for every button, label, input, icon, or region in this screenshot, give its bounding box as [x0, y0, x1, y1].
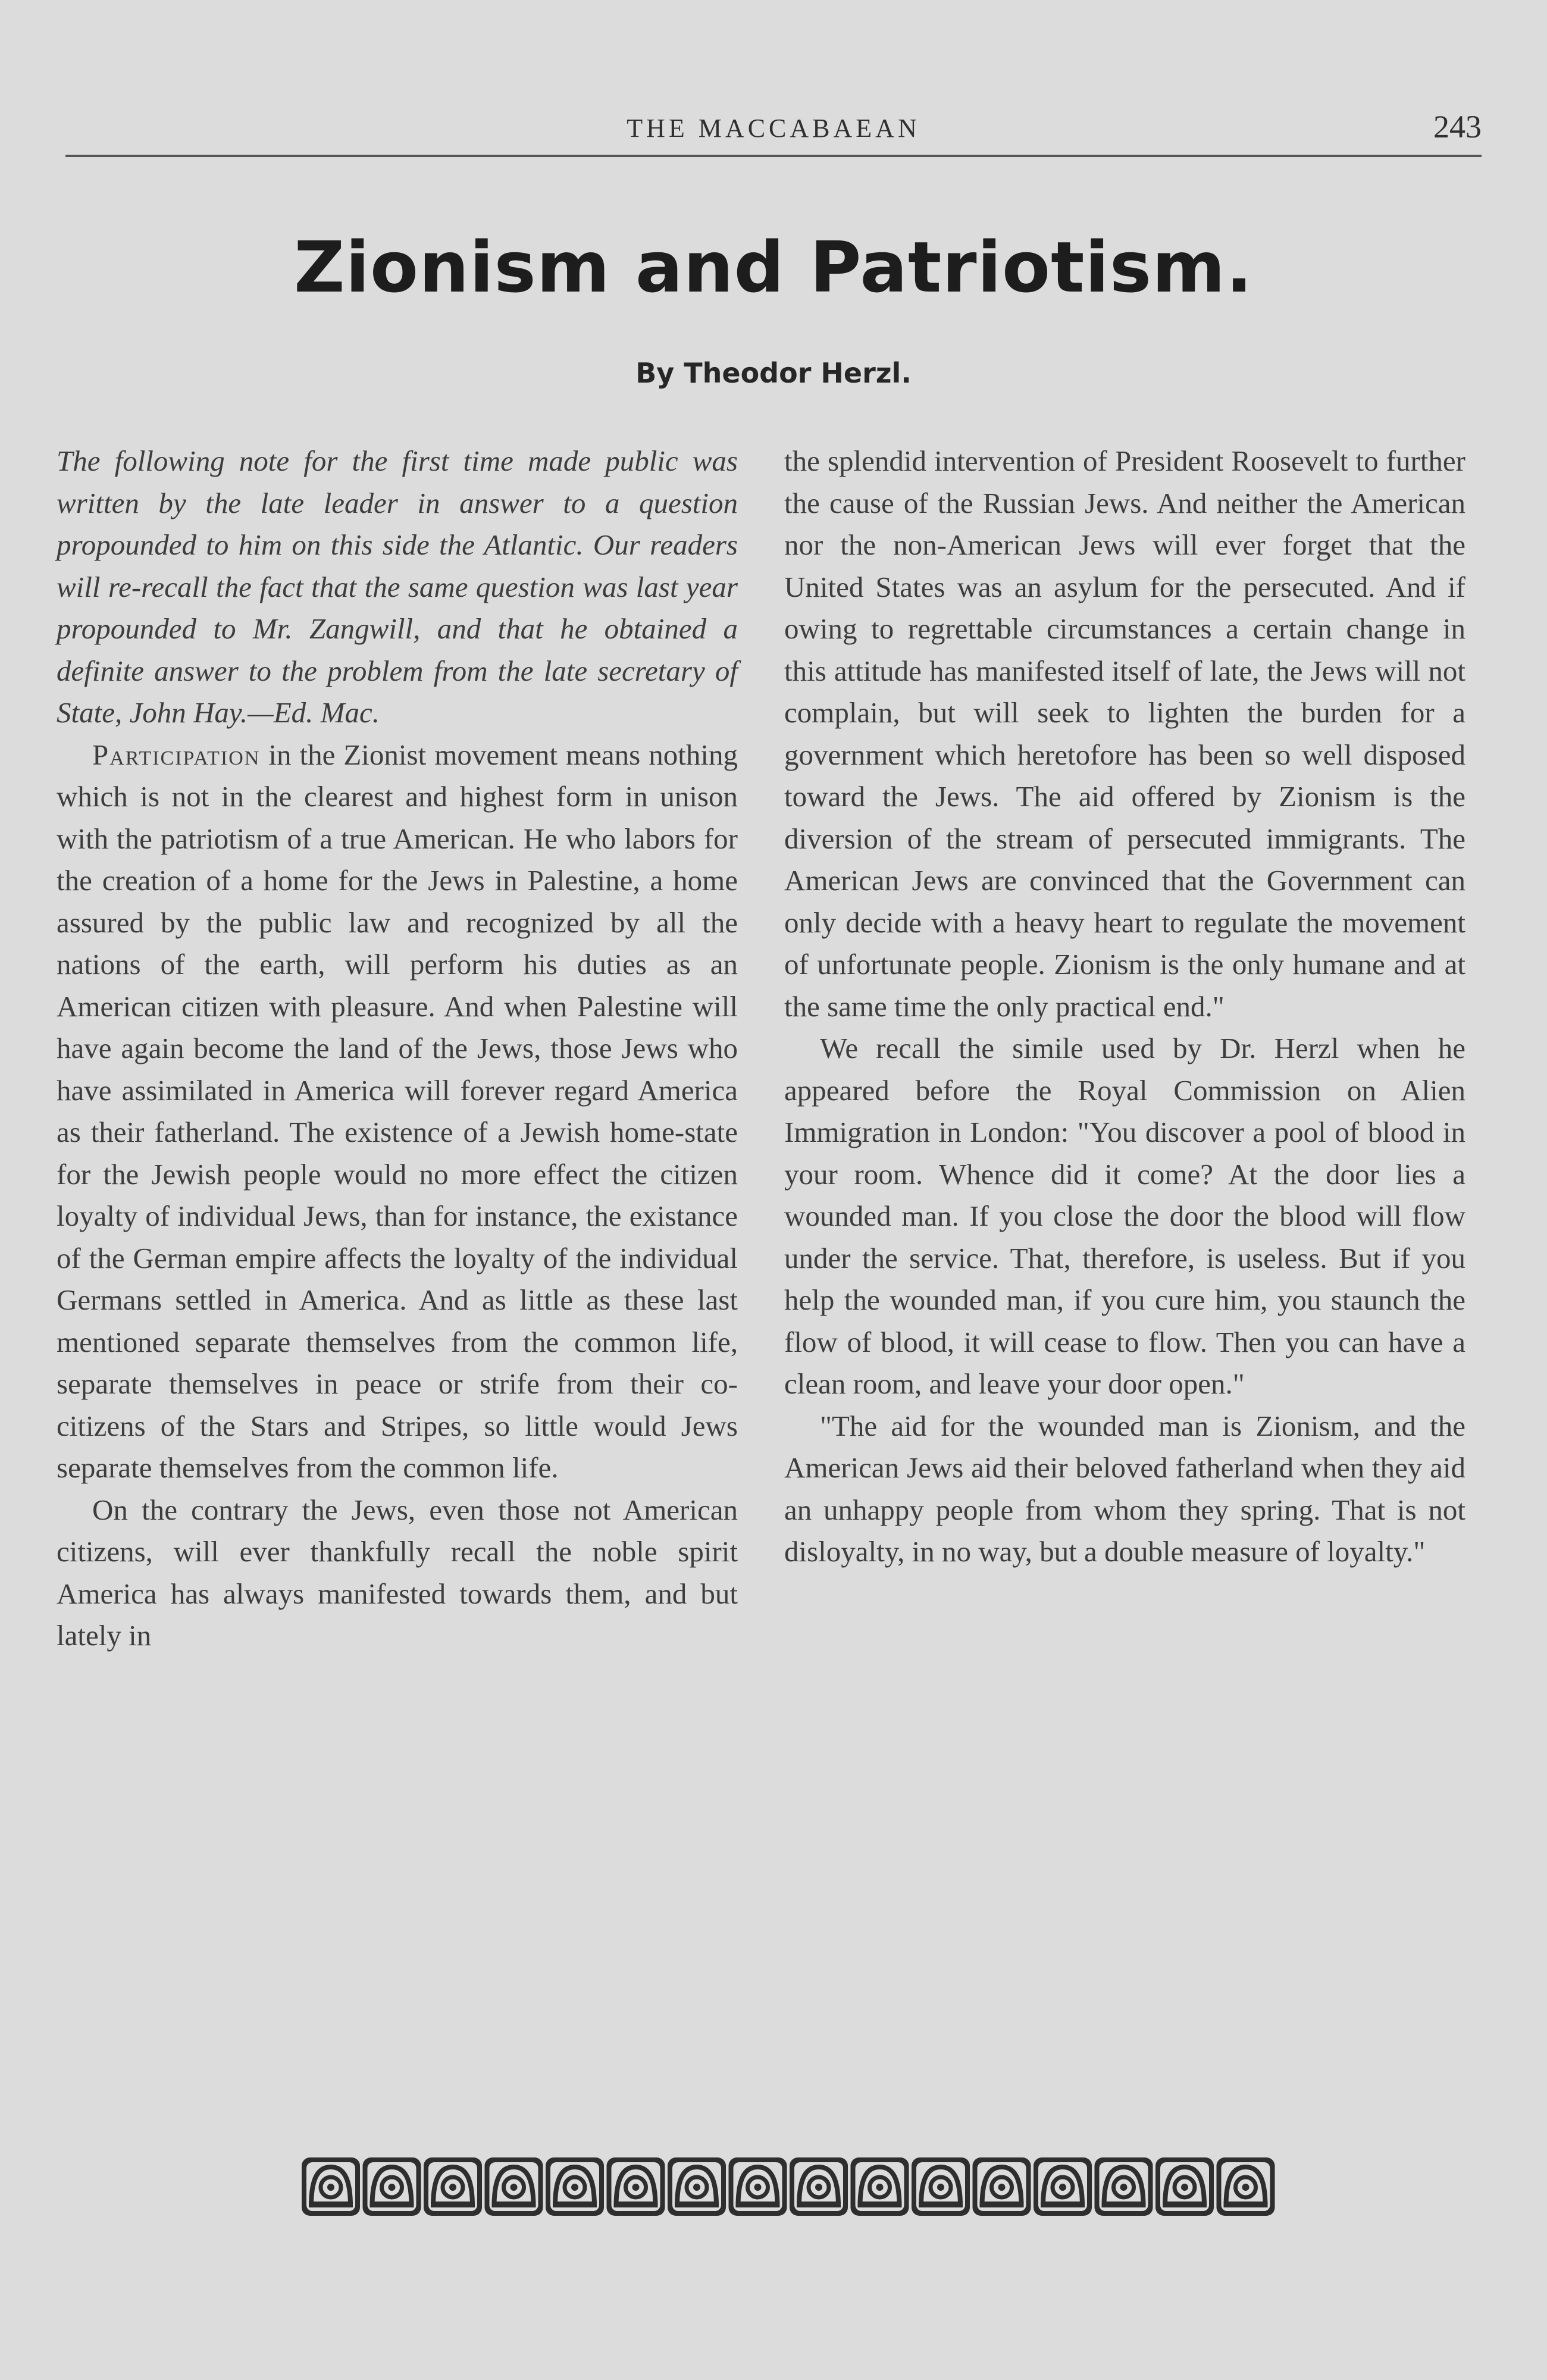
ornament-tile — [790, 2157, 848, 2216]
ornament-tile — [851, 2157, 909, 2216]
byline: By Theodor Herzl. — [635, 357, 912, 389]
ornament-tile — [424, 2157, 482, 2216]
decorative-border-icon — [300, 2154, 1276, 2219]
running-header — [65, 107, 1482, 157]
paragraph: the splendid intervention of President Roosevelt to further the cause of the Russian Jews. And neither the American nor the non-American Jews will ever forget that the United States was an asylum for the persecuted. And if owing to regrettable circumstances a certain change in this attitude has manifested itself of late, the Jews will not complain, but will seek to lighten the burden for a government which heretofore has been so well disposed toward the Jews. The aid offered by Zionism is the diversion of the stream of persecuted immigrants. The American Jews are convinced that the Government can only decide with a heavy heart to regulate the movement of unfortunate people. Zionism is the only humane and at the same time the only practical end." — [784, 444, 1465, 1023]
ornament-tile — [363, 2157, 421, 2216]
paragraph: On the contrary the Jews, even those not American citizens, will ever thankfully recall the noble spirit America has always manifested towards them, and but lately in — [57, 1493, 738, 1652]
ornament-tile — [1034, 2157, 1092, 2216]
ornament-tile — [302, 2157, 360, 2216]
ornament-tile — [973, 2157, 1031, 2216]
left-column — [57, 440, 738, 1657]
paragraph: We recall the simile used by Dr. Herzl when he appeared before the Royal Commission on Alien Immigration in London: "You discover a pool of blood in your room. Whence did it come? At the door lies a wounded man. If you close the door the blood will flow under the service. That, therefore, is useless. But if you help the wounded man, if you cure him, you staunch the flow of blood, it will cease to flow. Then you can have a clean room, and leave your door open." — [784, 1032, 1465, 1400]
editor-note: The following note for the first time made public was written by the late leader in answer to a question propounded to him on this side the Atlantic. Our readers will re-recall the fact that the same question was last year propounded to Mr. Zangwill, and that he obtained a definite answer to the problem from the late secretary of State, John Hay.—Ed. Mac. — [57, 444, 738, 729]
lead-in-word: Participation — [92, 738, 261, 771]
paragraph — [57, 734, 738, 1489]
ornament-tile — [912, 2157, 970, 2216]
article-title: Zionism and Patriotism. — [294, 226, 1253, 308]
ornament-tile — [1155, 2157, 1214, 2216]
right-column — [784, 440, 1465, 1573]
ornament-tile — [729, 2157, 787, 2216]
ornament-tile — [668, 2157, 726, 2216]
ornament-tile — [1095, 2157, 1153, 2216]
ornament-tile — [607, 2157, 665, 2216]
page-number: 243 — [1433, 109, 1482, 145]
ornament-tile — [546, 2157, 604, 2216]
ornament-tile — [1217, 2157, 1275, 2216]
journal-name: THE MACCABAEAN — [627, 114, 920, 143]
ornament-tile — [485, 2157, 543, 2216]
paragraph-text: in the Zionist movement means nothing which is not in the clearest and highest form in unison with the patriotism of a true American. He who labors for the creation of a home for the Jews in Palestine, a home assured by the public law and recognized by all the nations of the earth, will perform his duties as an American citizen with pleasure. And when Palestine will have again become the land of the Jews, those Jews who have assimilated in America will forever regard America as their fatherland. The existence of a Jewish home-state for the Jewish people would no more effect the citizen loyalty of individual Jews, than for instance, the existance of the German empire affects the loyalty of the individual Germans settled in America. And as little as these last mentioned separate themselves from the common life, separate themselves in peace or strife from their co-citizens of the Stars and Stripes, so little would Jews separate themselves from the common life. — [57, 738, 738, 1484]
paragraph: "The aid for the wounded man is Zionism, and the American Jews aid their beloved fatherland when they aid an unhappy people from whom they spring. That is not disloyalty, in no way, but a double measure of loyalty." — [784, 1409, 1465, 1568]
